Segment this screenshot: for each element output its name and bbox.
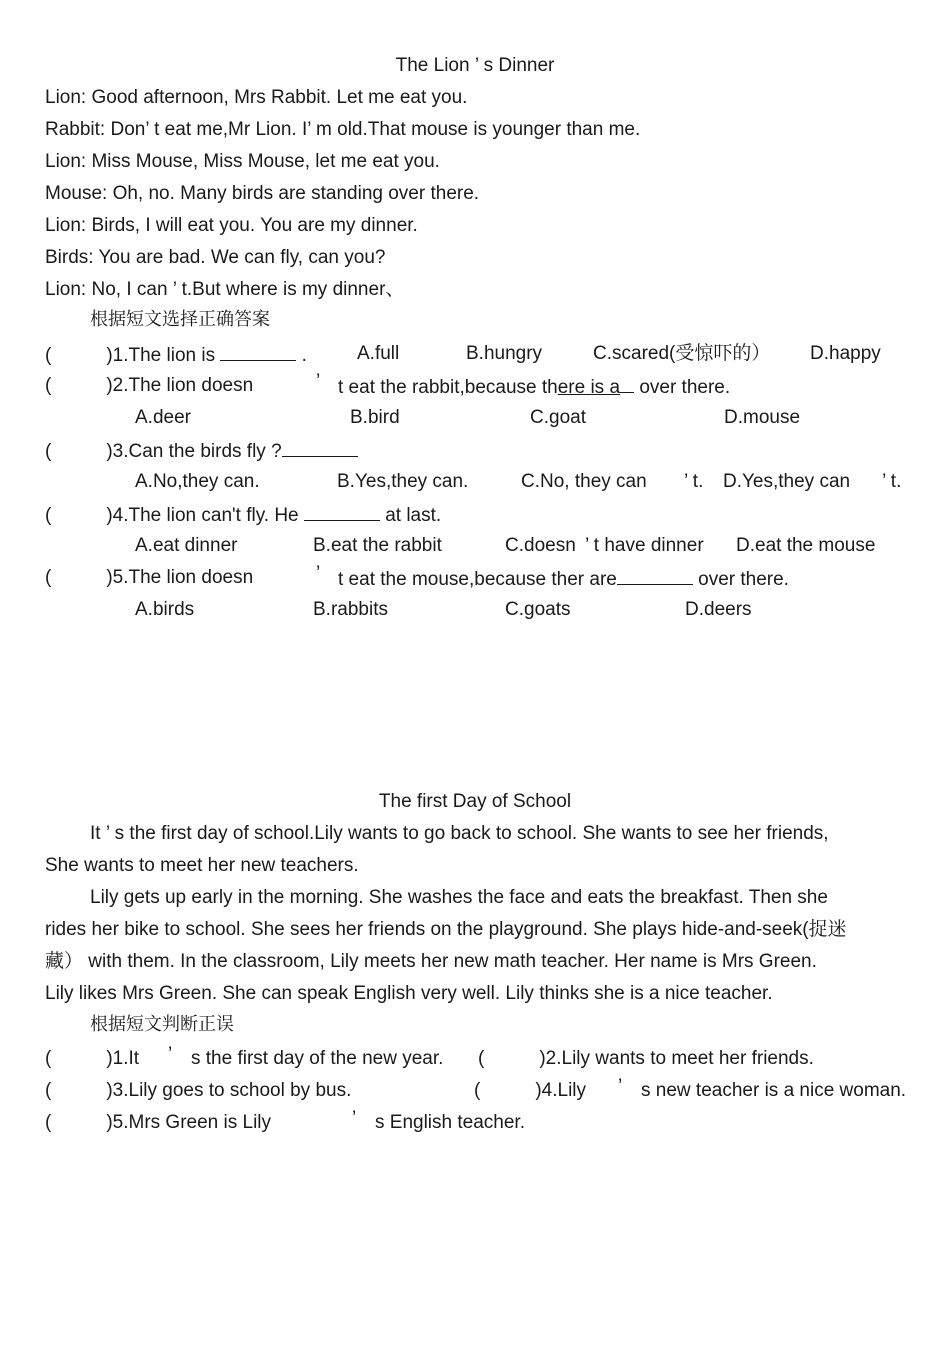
answer-blank[interactable] (220, 342, 296, 361)
answer-paren[interactable]: ( (478, 1048, 485, 1069)
option-c[interactable]: C.No, they can (521, 471, 647, 492)
question-2: ( )2.The lion doesn (45, 375, 254, 396)
option-d[interactable]: D.mouse (724, 407, 801, 428)
question-4: ( )4.The lion can't fly. He at last. (45, 502, 441, 528)
answer-blank[interactable] (617, 566, 693, 585)
option-b[interactable]: B.hungry (466, 343, 543, 364)
answer-paren[interactable]: ( (45, 1112, 52, 1133)
answer-paren[interactable]: ( (45, 345, 52, 366)
answer-blank[interactable] (304, 502, 380, 521)
option-d[interactable]: D.Yes,they can (723, 471, 851, 492)
answer-paren[interactable]: ( (45, 505, 52, 526)
answer-paren[interactable]: ( (45, 567, 52, 588)
answer-paren[interactable]: ( (45, 375, 52, 396)
tf-question-2: ( )2.Lily wants to meet her friends. (478, 1048, 814, 1069)
paragraph-line: Lily gets up early in the morning. She washes the face and eats the breakfast. Then she (90, 887, 828, 908)
paragraph-line: It ’ s the first day of school.Lily wants to go back to school. She wants to see her friends, (90, 823, 829, 844)
answer-blank[interactable] (282, 438, 358, 457)
paragraph-line: She wants to meet her new teachers. (45, 855, 359, 876)
tf-question-3: ( )3.Lily goes to school by bus. (45, 1080, 352, 1101)
option-d[interactable]: D.deers (685, 599, 752, 620)
option-d[interactable]: D.happy (810, 343, 881, 364)
story1-title: The Lion ’ s Dinner (395, 55, 555, 76)
instruction-choose: 根据短文选择正确答案 (90, 309, 270, 330)
option-a[interactable]: A.No,they can. (135, 471, 260, 492)
story2-title: The first Day of School (378, 791, 572, 812)
tf-question-1: ( )1.It (45, 1048, 140, 1069)
option-b[interactable]: B.bird (350, 407, 400, 428)
option-a[interactable]: A.eat dinner (135, 535, 238, 556)
question-3: ( )3.Can the birds fly ? (45, 438, 358, 464)
paragraph-line: Lily likes Mrs Green. She can speak English very well. Lily thinks she is a nice teacher. (45, 983, 773, 1004)
question-1: ( )1.The lion is . (45, 342, 307, 368)
answer-blank[interactable]: ere is a (557, 377, 621, 398)
option-b[interactable]: B.eat the rabbit (313, 535, 442, 556)
answer-paren[interactable]: ( (474, 1080, 481, 1101)
option-d[interactable]: D.eat the mouse (736, 535, 876, 556)
option-c[interactable]: C.scared(受惊吓的） (593, 343, 771, 364)
dialogue-line: Birds: You are bad. We can fly, can you? (45, 247, 386, 268)
dialogue-line: Lion: Birds, I will eat you. You are my dinner. (45, 215, 418, 236)
instruction-true-false: 根据短文判断正误 (90, 1014, 234, 1035)
dialogue-line: Rabbit: Don’ t eat me,Mr Lion. I’ m old.That mouse is younger than me. (45, 119, 641, 140)
option-a[interactable]: A.full (357, 343, 400, 364)
question-5: ( )5.The lion doesn (45, 567, 254, 588)
dialogue-line: Lion: Good afternoon, Mrs Rabbit. Let me eat you. (45, 87, 468, 108)
option-c[interactable]: C.doesn (505, 535, 576, 556)
answer-paren[interactable]: ( (45, 441, 52, 462)
option-c[interactable]: C.goats (505, 599, 571, 620)
option-a[interactable]: A.deer (135, 407, 191, 428)
option-c[interactable]: C.goat (530, 407, 586, 428)
dialogue-line: Lion: No, I can ’ t.But where is my dinner、 (45, 279, 405, 300)
dialogue-line: Lion: Miss Mouse, Miss Mouse, let me eat you. (45, 151, 440, 172)
answer-paren[interactable]: ( (45, 1048, 52, 1069)
tf-question-5: ( )5.Mrs Green is Lily (45, 1112, 272, 1133)
option-b[interactable]: B.rabbits (313, 599, 388, 620)
tf-question-4: ( )4.Lily (474, 1080, 587, 1101)
paragraph-line: rides her bike to school. She sees her friends on the playground. She plays hide-and-seek(捉迷 (45, 919, 847, 940)
option-b[interactable]: B.Yes,they can. (337, 471, 469, 492)
option-a[interactable]: A.birds (135, 599, 195, 620)
paragraph-line: 藏） with them. In the classroom, Lily meets her new math teacher. Her name is Mrs Green. (45, 951, 817, 972)
dialogue-line: Mouse: Oh, no. Many birds are standing over there. (45, 183, 480, 204)
answer-paren[interactable]: ( (45, 1080, 52, 1101)
